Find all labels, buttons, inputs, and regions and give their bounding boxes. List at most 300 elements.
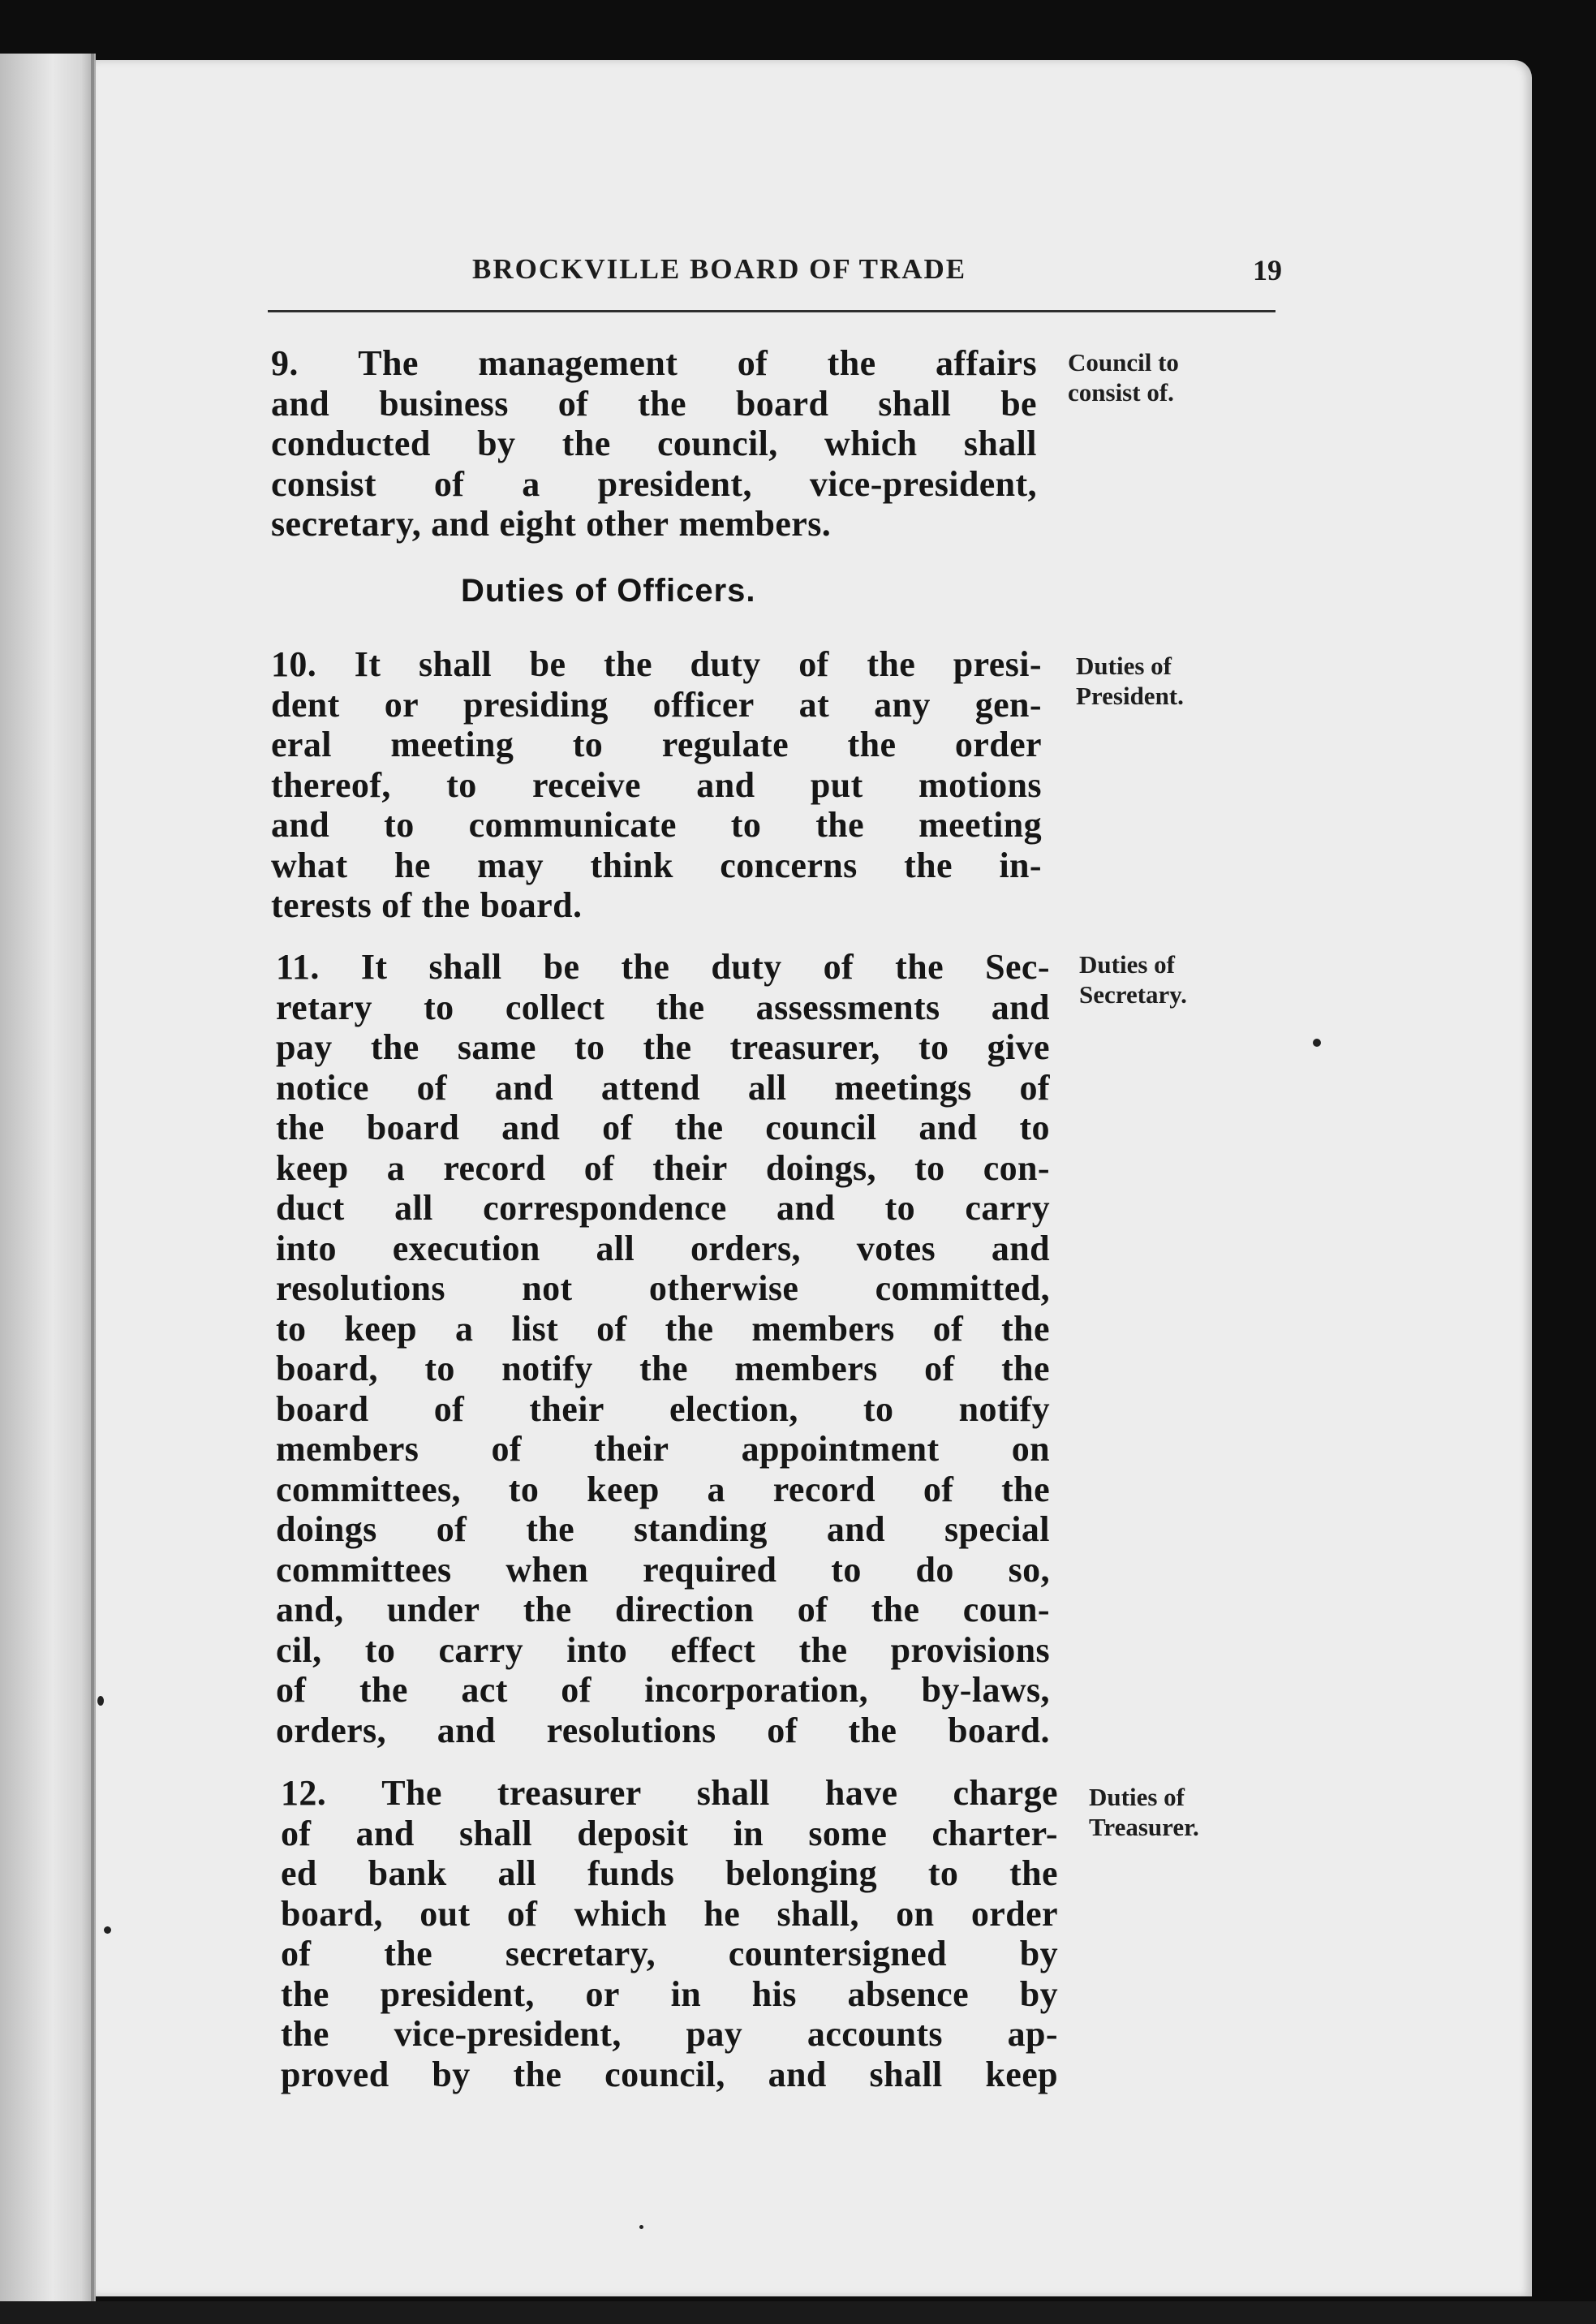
running-head bbox=[268, 253, 1282, 302]
word: and bbox=[494, 1067, 554, 1108]
word: the bbox=[1001, 1308, 1050, 1349]
word: the bbox=[276, 1108, 325, 1147]
paragraph-9 bbox=[271, 343, 1037, 544]
word: carry bbox=[438, 1629, 524, 1670]
word: assessments bbox=[755, 987, 940, 1027]
word: be bbox=[529, 644, 566, 684]
word: the bbox=[904, 845, 953, 885]
text-line bbox=[276, 1309, 1050, 1349]
word: of bbox=[602, 1108, 633, 1147]
word: of bbox=[506, 1893, 538, 1934]
word: the bbox=[1009, 1853, 1058, 1893]
word: countersigned bbox=[728, 1934, 947, 1973]
word: the bbox=[827, 343, 876, 383]
word: of bbox=[767, 1710, 798, 1750]
word: election, bbox=[669, 1388, 798, 1429]
word: of bbox=[433, 1388, 465, 1429]
word: the bbox=[359, 1670, 408, 1710]
word: all bbox=[394, 1188, 433, 1228]
word: keep bbox=[276, 1147, 349, 1188]
word: and, bbox=[276, 1590, 344, 1629]
text-line bbox=[276, 1509, 1050, 1550]
running-title: BROCKVILLE BOARD OF TRADE bbox=[472, 253, 967, 285]
word: any bbox=[874, 684, 931, 725]
word: members bbox=[734, 1349, 878, 1388]
word: the bbox=[848, 1710, 897, 1750]
word: of bbox=[436, 1509, 467, 1549]
word: of bbox=[932, 1308, 964, 1349]
word: to bbox=[384, 805, 415, 845]
word: the bbox=[639, 1349, 688, 1388]
word: of bbox=[924, 1349, 955, 1388]
word: accounts bbox=[807, 2014, 943, 2054]
word: business bbox=[379, 383, 509, 424]
word: board, bbox=[281, 1893, 383, 1934]
word: the bbox=[815, 805, 865, 845]
word: other bbox=[586, 504, 669, 544]
word: notify bbox=[501, 1349, 593, 1388]
word: by-laws, bbox=[921, 1670, 1050, 1710]
word: or bbox=[384, 684, 419, 725]
word: the bbox=[674, 1108, 724, 1147]
text-line bbox=[276, 1550, 1050, 1590]
word: on bbox=[896, 1893, 935, 1934]
word: of bbox=[823, 947, 854, 987]
text-line bbox=[271, 685, 1042, 725]
word: cil, bbox=[276, 1629, 322, 1670]
word: and bbox=[271, 383, 330, 424]
word: secretary, bbox=[271, 504, 422, 544]
word: and bbox=[991, 987, 1050, 1027]
word: members bbox=[751, 1308, 895, 1349]
word: the bbox=[421, 885, 471, 925]
word: consist bbox=[271, 463, 376, 504]
word: act bbox=[461, 1670, 508, 1710]
word: bank bbox=[368, 1853, 447, 1893]
word: the bbox=[847, 725, 897, 764]
text-line bbox=[271, 464, 1037, 505]
word: management bbox=[478, 343, 678, 383]
word: be bbox=[1000, 383, 1037, 424]
word: a bbox=[522, 463, 540, 504]
word: and bbox=[826, 1509, 885, 1549]
word: committed, bbox=[875, 1268, 1050, 1308]
word: the bbox=[638, 383, 686, 424]
word: to bbox=[424, 1349, 455, 1388]
word: of bbox=[797, 1590, 828, 1629]
word: board. bbox=[948, 1710, 1050, 1750]
word: 9. bbox=[271, 343, 299, 383]
word: on bbox=[1011, 1429, 1050, 1469]
word: concerns bbox=[720, 845, 858, 885]
word: It bbox=[360, 947, 388, 987]
word: the bbox=[867, 644, 916, 684]
word: keep bbox=[985, 2054, 1058, 2094]
word: appointment bbox=[741, 1429, 940, 1469]
word: board, bbox=[276, 1349, 378, 1388]
word: special bbox=[944, 1509, 1050, 1549]
text-line bbox=[271, 644, 1042, 685]
text-line bbox=[276, 1229, 1050, 1269]
text-line bbox=[271, 725, 1042, 765]
word: a bbox=[455, 1308, 474, 1349]
text-line bbox=[276, 1711, 1050, 1751]
word: duct bbox=[276, 1188, 345, 1228]
margin-note-line: Duties of bbox=[1076, 652, 1172, 680]
word: shall bbox=[878, 383, 952, 424]
word: to bbox=[572, 725, 604, 764]
text-line bbox=[276, 1670, 1050, 1711]
word: shall bbox=[428, 947, 502, 987]
word: deposit bbox=[577, 1813, 689, 1853]
word: meetings bbox=[834, 1067, 972, 1108]
word: his bbox=[751, 1973, 797, 2014]
word: the bbox=[513, 2054, 562, 2094]
text-line bbox=[276, 1349, 1050, 1389]
word: record bbox=[772, 1469, 875, 1509]
word: and bbox=[431, 504, 490, 544]
word: of bbox=[433, 463, 465, 504]
word: It bbox=[354, 644, 381, 684]
page-number: 19 bbox=[1253, 254, 1282, 286]
text-line bbox=[276, 1027, 1050, 1068]
word: have bbox=[824, 1773, 898, 1813]
word: council bbox=[765, 1108, 877, 1147]
word: meeting bbox=[918, 805, 1042, 845]
word: to bbox=[276, 1308, 307, 1349]
word: meeting bbox=[390, 725, 514, 764]
word: all bbox=[497, 1853, 537, 1893]
word: coun- bbox=[962, 1590, 1050, 1629]
word: presi- bbox=[953, 644, 1042, 684]
word: to bbox=[1019, 1108, 1050, 1147]
word: council, bbox=[604, 2054, 725, 2094]
word: give bbox=[987, 1027, 1050, 1067]
word: the bbox=[281, 2014, 329, 2054]
word: of bbox=[561, 1670, 592, 1710]
paragraph-10 bbox=[271, 644, 1042, 926]
word: and bbox=[768, 2054, 827, 2094]
word: not bbox=[522, 1268, 573, 1308]
word: some bbox=[808, 1813, 888, 1853]
text-line bbox=[271, 846, 1042, 886]
word: the bbox=[665, 1308, 714, 1349]
word: shall bbox=[963, 424, 1037, 463]
word: correspondence bbox=[483, 1188, 727, 1228]
word: provisions bbox=[890, 1629, 1050, 1670]
text-line bbox=[276, 1108, 1050, 1148]
word: eight bbox=[499, 504, 577, 544]
word: treasurer, bbox=[729, 1027, 880, 1067]
word: of bbox=[798, 644, 829, 684]
text-line bbox=[276, 1148, 1050, 1189]
facing-page-edge bbox=[0, 54, 96, 2301]
word: of bbox=[596, 1308, 627, 1349]
word: officer bbox=[652, 684, 755, 725]
word: and bbox=[776, 1188, 836, 1228]
word: The bbox=[358, 343, 419, 383]
word: standing bbox=[634, 1509, 768, 1549]
word: doings bbox=[276, 1509, 377, 1549]
word: duty bbox=[690, 644, 761, 684]
word: to bbox=[364, 1629, 396, 1670]
word: vice-president, bbox=[394, 2014, 622, 2054]
text-line bbox=[276, 1188, 1050, 1229]
word: 12. bbox=[281, 1773, 327, 1813]
word: treasurer bbox=[497, 1773, 642, 1813]
word: direction bbox=[614, 1590, 755, 1629]
word: 11. bbox=[276, 947, 320, 987]
scan-bottom-strip bbox=[0, 2301, 1596, 2324]
word: president, bbox=[597, 463, 752, 504]
word: charge bbox=[953, 1773, 1058, 1813]
word: the bbox=[561, 424, 611, 463]
word: of bbox=[923, 1469, 954, 1509]
word: into bbox=[566, 1629, 628, 1670]
word: president, bbox=[380, 1973, 535, 2014]
word: gen- bbox=[974, 684, 1042, 725]
text-line bbox=[276, 1630, 1050, 1671]
scan-speck bbox=[639, 2225, 643, 2229]
word: The bbox=[381, 1773, 442, 1813]
word: all bbox=[596, 1228, 635, 1268]
word: regulate bbox=[661, 725, 789, 764]
text-line bbox=[281, 1773, 1058, 1814]
word: council, bbox=[657, 424, 778, 463]
word: of bbox=[583, 1147, 615, 1188]
word: shall bbox=[418, 644, 493, 684]
word: required bbox=[643, 1549, 777, 1590]
margin-note-line: Duties of bbox=[1079, 950, 1175, 979]
word: to bbox=[884, 1188, 916, 1228]
word: resolutions bbox=[276, 1268, 445, 1308]
word: affairs bbox=[936, 343, 1037, 383]
word: put bbox=[810, 764, 863, 805]
word: the bbox=[871, 1590, 920, 1629]
word: by bbox=[1019, 1934, 1058, 1973]
word: charter- bbox=[931, 1813, 1058, 1853]
text-line bbox=[271, 384, 1037, 424]
word: to bbox=[446, 764, 477, 805]
word: the bbox=[643, 1027, 692, 1067]
word: the bbox=[621, 947, 670, 987]
text-line bbox=[276, 1068, 1050, 1108]
word: the bbox=[384, 1934, 433, 1973]
word: presiding bbox=[462, 684, 609, 725]
word: execution bbox=[392, 1228, 540, 1268]
word: pay bbox=[686, 2014, 743, 2054]
word: the bbox=[281, 1973, 329, 2014]
margin-note-line: Secretary. bbox=[1079, 980, 1187, 1009]
margin-note-line: Treasurer. bbox=[1089, 1813, 1199, 1841]
word: in bbox=[733, 1813, 764, 1853]
scan-speck bbox=[104, 1926, 111, 1934]
word: orders, bbox=[276, 1710, 386, 1750]
word: keep bbox=[587, 1469, 660, 1509]
word: to bbox=[574, 1027, 605, 1067]
word: into bbox=[276, 1228, 337, 1268]
text-line bbox=[276, 947, 1050, 988]
word: list bbox=[511, 1308, 559, 1349]
word: of bbox=[276, 1670, 307, 1710]
word: to bbox=[508, 1469, 540, 1509]
word: board bbox=[276, 1388, 369, 1429]
text-line bbox=[276, 1470, 1050, 1510]
text-line bbox=[281, 1894, 1058, 1935]
word: the bbox=[895, 947, 944, 987]
word: ap- bbox=[1007, 2014, 1058, 2054]
word: of bbox=[416, 1067, 448, 1108]
word: secretary, bbox=[505, 1934, 656, 1973]
word: the bbox=[523, 1590, 572, 1629]
text-line bbox=[276, 1268, 1050, 1309]
word: by bbox=[477, 424, 516, 463]
word: thereof, bbox=[271, 764, 391, 805]
word: to bbox=[730, 805, 762, 845]
word: conducted bbox=[271, 424, 431, 463]
margin-note-line: consist of. bbox=[1068, 378, 1174, 407]
text-line bbox=[281, 2055, 1058, 2095]
word: of bbox=[737, 343, 768, 383]
word: pay bbox=[276, 1027, 333, 1067]
word: to bbox=[918, 1027, 949, 1067]
word: 10. bbox=[271, 644, 317, 684]
header-rule bbox=[268, 310, 1276, 312]
word: vice-president, bbox=[809, 463, 1037, 504]
word: and bbox=[918, 1108, 978, 1147]
paragraph-12 bbox=[281, 1773, 1058, 2094]
word: which bbox=[574, 1893, 668, 1934]
word: their bbox=[529, 1388, 604, 1429]
word: record bbox=[443, 1147, 546, 1188]
word: board. bbox=[480, 885, 583, 925]
word: the bbox=[1001, 1349, 1050, 1388]
margin-note-council bbox=[1068, 347, 1179, 407]
word: or bbox=[585, 1973, 620, 2014]
word: attend bbox=[600, 1067, 701, 1108]
margin-note-line: Duties of bbox=[1089, 1783, 1185, 1811]
text-line bbox=[271, 343, 1037, 384]
word: all bbox=[747, 1067, 787, 1108]
word: of bbox=[491, 1429, 522, 1469]
word: under bbox=[386, 1590, 480, 1629]
word: be bbox=[543, 947, 580, 987]
text-line bbox=[271, 504, 1037, 544]
text-line bbox=[271, 885, 1042, 926]
word: do bbox=[915, 1549, 954, 1590]
word: proved bbox=[281, 2054, 389, 2094]
word: resolutions bbox=[546, 1710, 716, 1750]
text-line bbox=[281, 1974, 1058, 2015]
word: belonging bbox=[725, 1853, 877, 1893]
word: board bbox=[366, 1108, 460, 1147]
word: and bbox=[696, 764, 755, 805]
margin-note-treasurer bbox=[1089, 1782, 1199, 1842]
word: and bbox=[271, 805, 330, 845]
text-line bbox=[271, 805, 1042, 846]
word: funds bbox=[587, 1853, 675, 1893]
text-line bbox=[276, 988, 1050, 1028]
word: and bbox=[437, 1710, 496, 1750]
margin-note-line: Council to bbox=[1068, 348, 1179, 377]
word: of bbox=[281, 1934, 312, 1973]
word: committees, bbox=[276, 1469, 461, 1509]
word: to bbox=[914, 1147, 945, 1188]
word: committees bbox=[276, 1549, 452, 1590]
word: out bbox=[419, 1893, 471, 1934]
word: con- bbox=[983, 1147, 1050, 1188]
word: receive bbox=[532, 764, 641, 805]
word: to bbox=[424, 987, 454, 1027]
word: in- bbox=[999, 845, 1042, 885]
margin-note-secretary bbox=[1079, 949, 1187, 1009]
word: incorporation, bbox=[644, 1670, 868, 1710]
word: and bbox=[501, 1108, 561, 1147]
word: and bbox=[355, 1813, 415, 1853]
word: carry bbox=[965, 1188, 1050, 1228]
word: shall bbox=[696, 1773, 770, 1813]
text-line bbox=[276, 1429, 1050, 1470]
word: otherwise bbox=[648, 1268, 799, 1308]
word: shall, bbox=[776, 1893, 859, 1934]
scan-speck bbox=[97, 1696, 104, 1706]
word: dent bbox=[271, 684, 340, 725]
book-gutter bbox=[91, 54, 94, 2301]
word: duty bbox=[711, 947, 782, 987]
word: may bbox=[477, 845, 544, 885]
word: he bbox=[394, 845, 431, 885]
word: motions bbox=[918, 764, 1042, 805]
word: members bbox=[276, 1429, 419, 1469]
word: notify bbox=[958, 1388, 1050, 1429]
text-line bbox=[281, 1853, 1058, 1894]
word: he bbox=[703, 1893, 741, 1934]
margin-note-president bbox=[1076, 651, 1184, 711]
word: doings, bbox=[765, 1147, 876, 1188]
word: order bbox=[970, 1893, 1058, 1934]
word: absence bbox=[847, 1973, 969, 2014]
word: a bbox=[707, 1469, 725, 1509]
word: effect bbox=[670, 1629, 756, 1670]
text-line bbox=[271, 424, 1037, 464]
text-line bbox=[276, 1389, 1050, 1430]
word: in bbox=[670, 1973, 702, 2014]
word: the bbox=[604, 644, 652, 684]
word: the bbox=[1001, 1469, 1050, 1509]
word: what bbox=[271, 845, 348, 885]
word: shall bbox=[458, 1813, 533, 1853]
word: notice bbox=[276, 1067, 369, 1108]
paragraph-11 bbox=[276, 947, 1050, 1750]
word: the bbox=[798, 1629, 848, 1670]
word: eral bbox=[271, 725, 332, 764]
scan-speck bbox=[1313, 1039, 1321, 1047]
word: their bbox=[652, 1147, 728, 1188]
word: Sec- bbox=[985, 947, 1050, 987]
word: of bbox=[381, 885, 412, 925]
word: at bbox=[798, 684, 830, 725]
word: terests bbox=[271, 885, 372, 925]
word: shall bbox=[869, 2054, 943, 2094]
word: of bbox=[557, 383, 589, 424]
word: think bbox=[590, 845, 673, 885]
word: ed bbox=[281, 1853, 317, 1893]
word: to bbox=[927, 1853, 959, 1893]
word: when bbox=[505, 1549, 589, 1590]
word: order bbox=[954, 725, 1042, 764]
word: retary bbox=[276, 987, 372, 1027]
word: of bbox=[1019, 1067, 1050, 1108]
